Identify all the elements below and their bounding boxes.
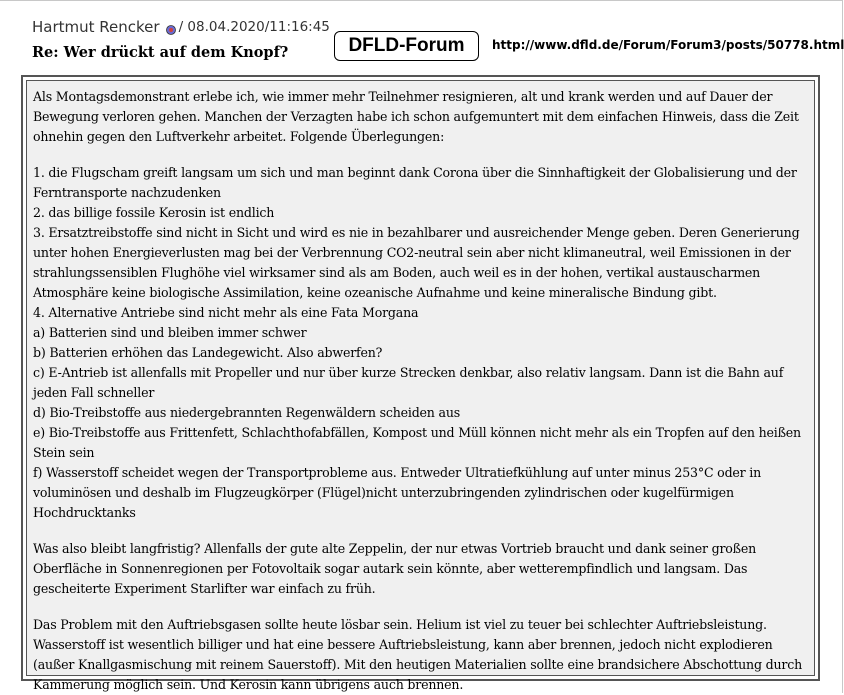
mail-icon[interactable] bbox=[166, 23, 176, 33]
list-item: 2. das billige fossile Kerosin ist endlich bbox=[33, 205, 275, 220]
list-item: c) E-Antrieb ist allenfalls mit Propeller und nur über kurze Strecken denkbar, also relativ langsam. Dann ist die Bahn auf jeden Fall schneller bbox=[33, 365, 784, 400]
list-item: f) Wasserstoff scheidet wegen der Transportprobleme aus. Entweder Ultratiefkühlung auf unter minus 253°C oder in voluminösen und deshalb im Flugzeugkörper (Flügel)nicht unterzubringenden zylindrischen oder kugelfürmigen Hochdrucktanks bbox=[33, 465, 762, 520]
list-item: a) Batterien sind und bleiben immer schwer bbox=[33, 325, 307, 340]
post-body bbox=[26, 80, 815, 692]
forum-badge: DFLD-Forum bbox=[334, 31, 479, 61]
list-item: e) Bio-Treibstoffe aus Frittenfett, Schlachthofabfällen, Kompost und Müll können nicht mehr als ein Tropfen auf den heißen Stein sein bbox=[33, 425, 801, 460]
list-item: d) Bio-Treibstoffe aus niedergebrannten Regenwäldern scheiden aus bbox=[33, 405, 461, 420]
list-item: 4. Alternative Antriebe sind nicht mehr als eine Fata Morgana bbox=[33, 305, 419, 320]
author-line bbox=[32, 18, 330, 36]
author-name[interactable]: Hartmut Rencker bbox=[32, 18, 160, 36]
post-paragraph: Das Problem mit den Auftriebsgasen sollte heute lösbar sein. Helium ist viel zu teuer bei schlechter Auftriebsleistung. Wasserstoff ist wesentlich billiger und hat eine bessere Auftriebsleistung, kann aber brennen, jedoch nicht explodieren (außer Knallgasmischung mit reinem Sauerstoff). Mit den heutigen Materialien sollte eine brandsichere Abschottung durch Kammerung möglich sein. Und Kerosin kann übrigens auch brennen. bbox=[33, 617, 802, 692]
post-date: / 08.04.2020/11:16:45 bbox=[178, 19, 330, 35]
post-subject: Re: Wer drückt auf dem Knopf? bbox=[32, 44, 289, 61]
post-paragraph: Was also bleibt langfristig? Allenfalls der gute alte Zeppelin, der nur etwas Vortrieb braucht und dank seiner großen Oberfläche in Sonnenregionen per Fotovoltaik sogar autark sein könnte, aber wetterempfindlich und langsam. Das gescheiterte Experiment Starlifter war einfach zu früh. bbox=[33, 541, 757, 596]
list-item: b) Batterien erhöhen das Landegewicht. Also abwerfen? bbox=[33, 345, 383, 360]
post-box bbox=[21, 75, 820, 692]
post-intro: Als Montagsdemonstrant erlebe ich, wie immer mehr Teilnehmer resignieren, alt und krank werden und auf Dauer der Bewegung verloren gehen. Manchen der Verzagten habe ich schon aufgemuntert mit dem einfachen Hinweis, dass die Zeit ohnehin gegen den Luftverkehr arbeitet. Folgende Überlegungen: bbox=[33, 89, 799, 144]
list-item: 1. die Flugscham greift langsam um sich und man beginnt dank Corona über die Sinnhaftigkeit der Globalisierung und der Ferntransporte nachzudenken bbox=[33, 165, 797, 200]
post-list bbox=[33, 163, 808, 523]
list-item: 3. Ersatztreibstoffe sind nicht in Sicht und wird es nie in bezahlbarer und ausreichender Menge geben. Deren Generierung unter hohen Energieverlusten mag bei der Verbrennung CO2-neutral sein aber nicht klimaneutral, weil Emissionen in der strahlungssensiblen Flughöhe viel wirksamer sind als am Boden, auch weil es in der hohen, vertikal austauscharmen Atmosphäre keine biologische Assimilation, keine ozeanische Aufnahme und keine mineralische Bindung gibt. bbox=[33, 225, 800, 300]
source-url[interactable]: http://www.dfld.de/Forum/Forum3/posts/50778.html bbox=[492, 38, 844, 52]
